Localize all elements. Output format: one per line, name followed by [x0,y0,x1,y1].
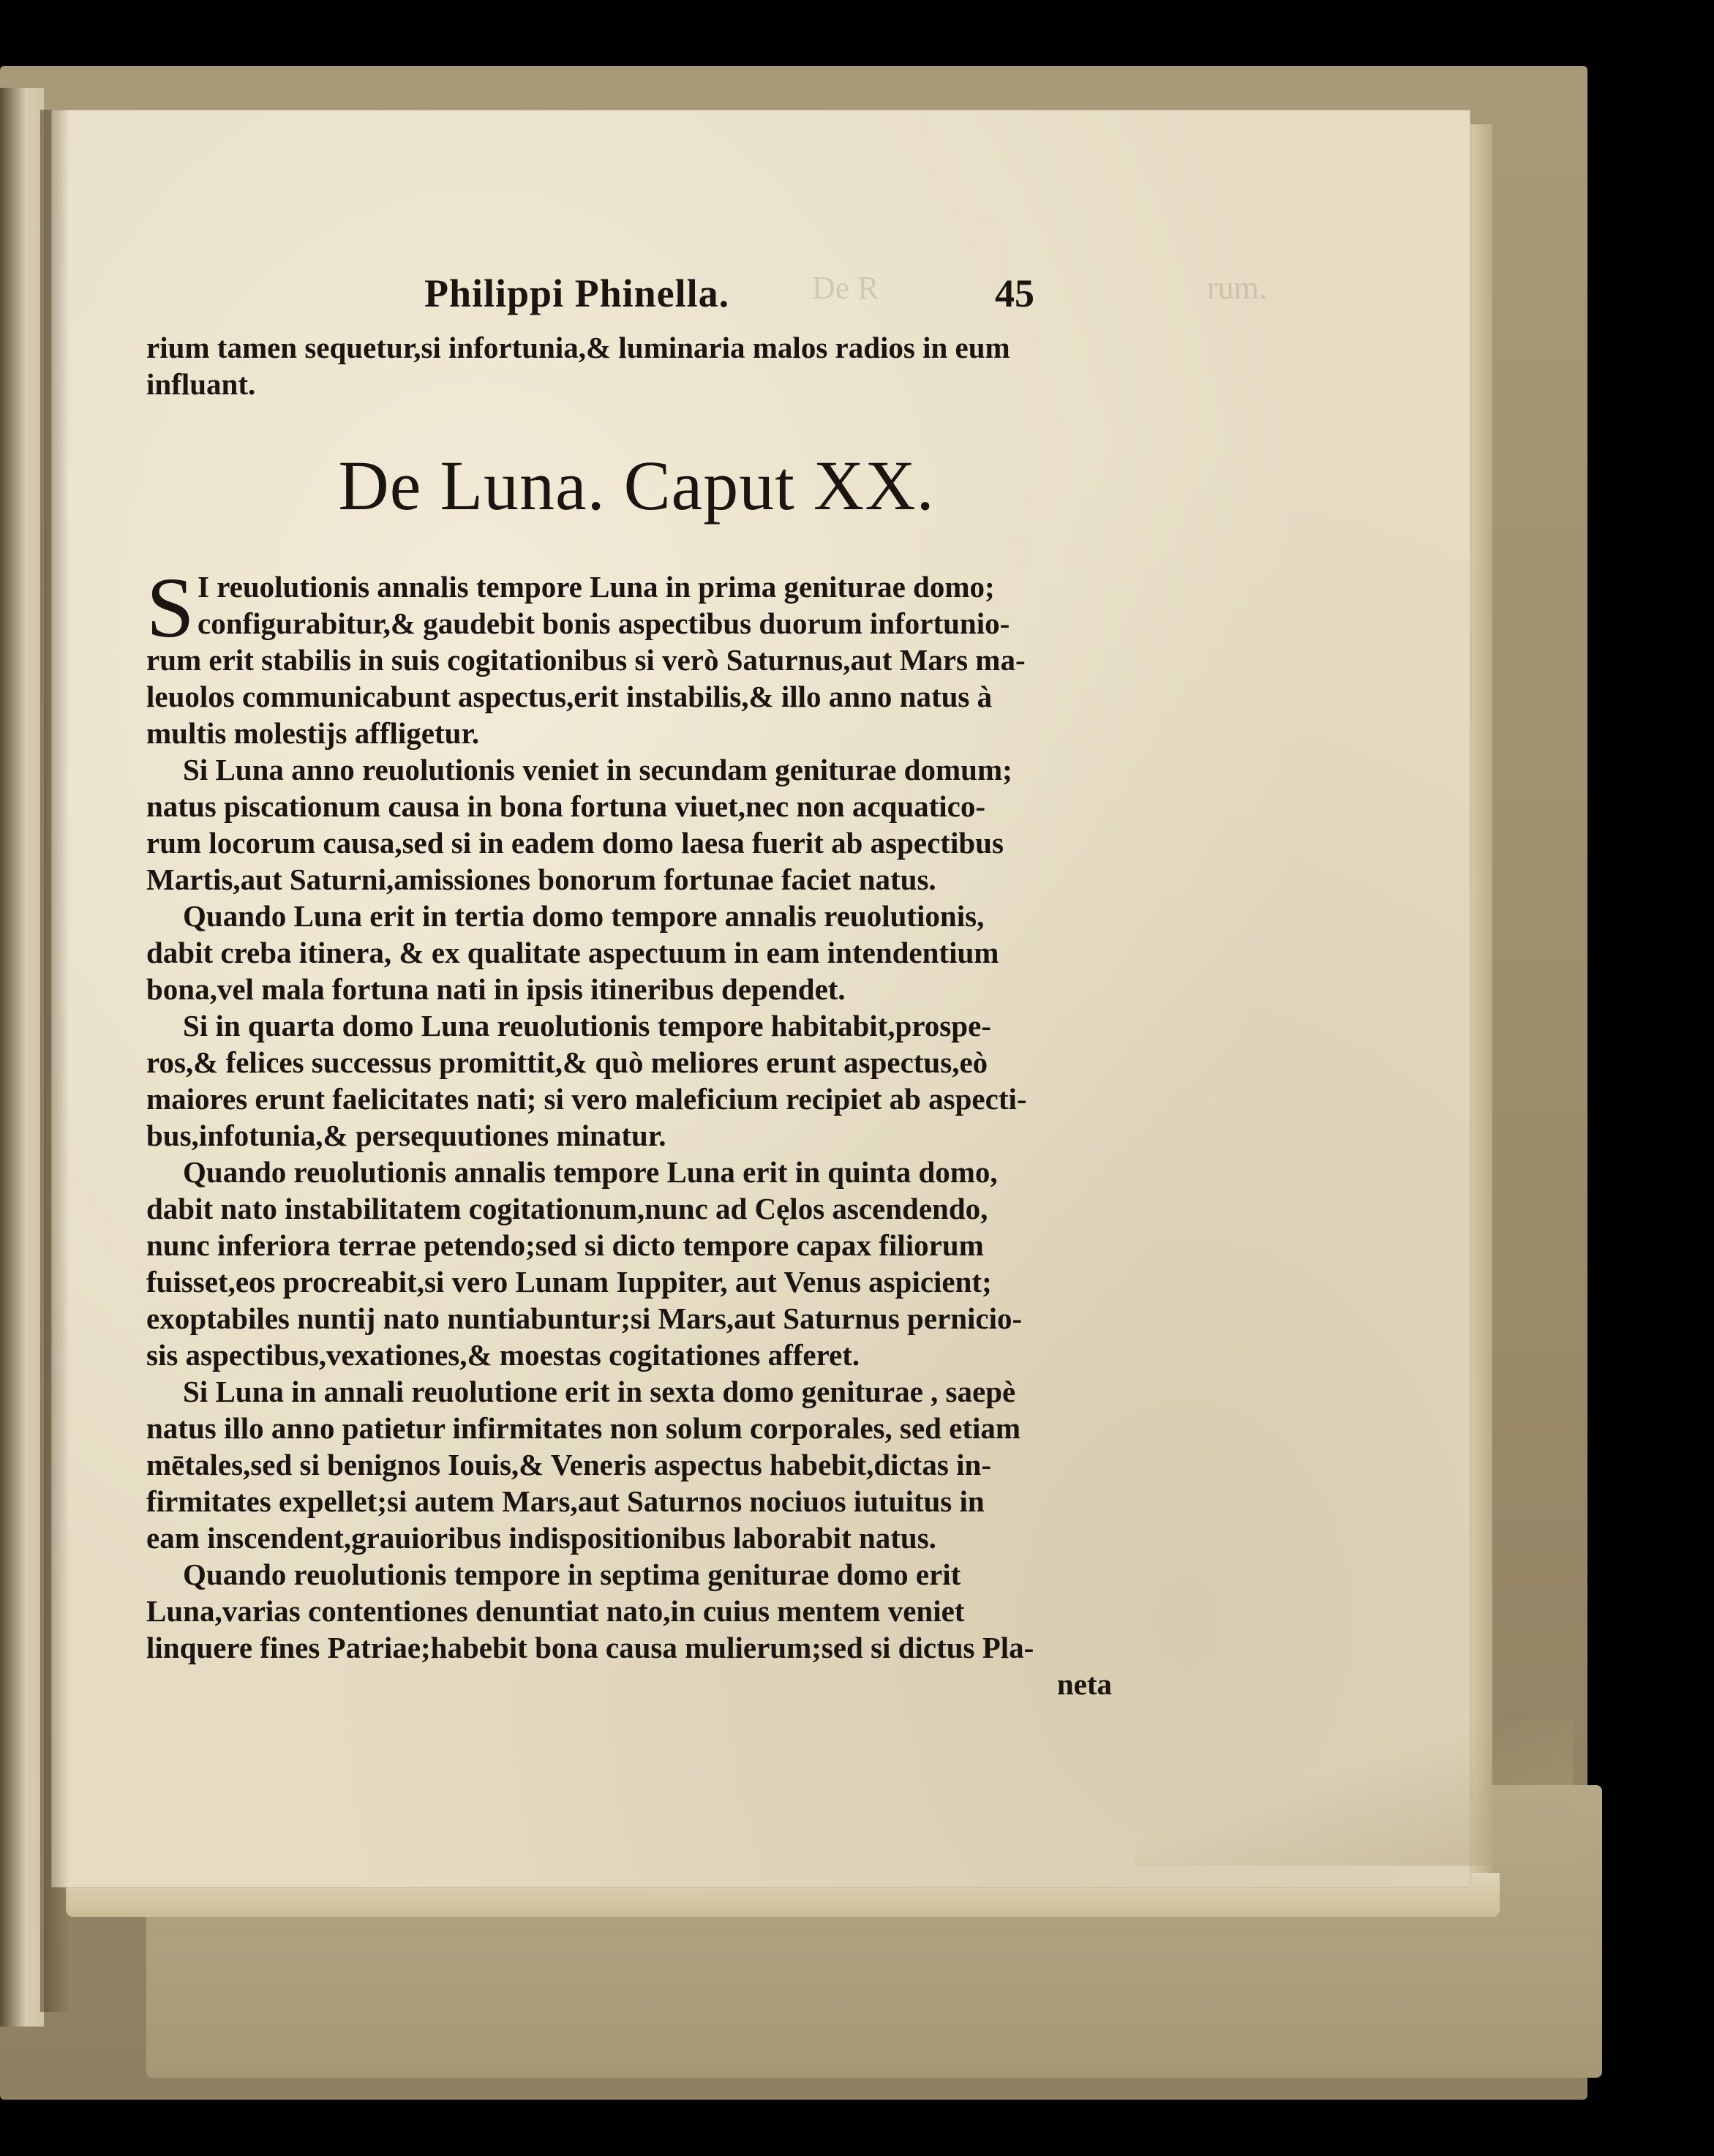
text-line: Quando reuolutionis annalis tempore Luna erit in quinta domo, [183,1155,998,1189]
bleed-through-text: rum. [1207,270,1267,306]
text-line: sis aspectibus,vexationes,& moestas cogitationes afferet. [146,1338,860,1372]
paragraph-2 [146,751,1127,898]
text-line: ros,& felices successus promittit,& quò meliores erunt aspectus,eò [146,1045,988,1079]
drop-capital: S [146,560,195,656]
text-line: firmitates expellet;si autem Mars,aut Saturnos nociuos iutuitus in [146,1484,985,1518]
text-line: Si Luna anno reuolutionis veniet in secundam geniturae domum; [183,753,1012,786]
text-line: eam inscendent,grauioribus indispositionibus laborabit natus. [146,1521,936,1555]
text-line: rum locorum causa,sed si in eadem domo laesa fuerit ab aspectibus [146,826,1004,860]
text-line: natus illo anno patietur infirmitates non solum corporales, sed etiam [146,1411,1021,1445]
text-line: multis molestijs affligetur. [146,716,480,750]
paragraph-1 [146,560,1127,751]
text-line: influant. [146,367,256,401]
text-line: Quando reuolutionis tempore in septima geniturae domo erit [183,1558,961,1591]
page-number: 45 [995,271,1034,315]
text-line: Quando Luna erit in tertia domo tempore annalis reuolutionis, [183,899,985,933]
text-line: configurabitur,& gaudebit bonis aspectibus duorum infortunio- [198,606,1010,640]
page-fold-shadow [1134,1719,1573,1866]
text-line: bona,vel mala fortuna nati in ipsis itineribus dependet. [146,972,846,1006]
text-line: leuolos communicabunt aspectus,erit instabilis,& illo anno natus à [146,680,993,713]
running-title: Philippi Phinella. [424,271,730,315]
paragraph-3 [146,898,1127,1007]
text-line: Si in quarta domo Luna reuolutionis tempore habitabit,prospe- [183,1009,991,1043]
text-line: exoptabiles nuntij nato nuntiabuntur;si Mars,aut Saturnus pernicio- [146,1302,1023,1335]
catchword: neta [1056,1667,1112,1701]
text-line: Luna,varias contentiones denuntiat nato,in cuius mentem veniet [146,1594,965,1628]
text-line: fuisset,eos procreabit,si vero Lunam Iuppiter, aut Venus aspicient; [146,1265,992,1299]
paragraph-6 [146,1373,1127,1556]
text-line: I reuolutionis annalis tempore Luna in prima geniturae domo; [198,570,995,604]
running-header [146,271,1127,329]
paragraph-5 [146,1154,1127,1373]
text-line: Martis,aut Saturni,amissiones bonorum fortunae faciet natus. [146,863,936,896]
text-line: rum erit stabilis in suis cogitationibus si verò Saturnus,aut Mars ma- [146,643,1026,677]
continuation-paragraph [146,329,1127,402]
text-line: Si Luna in annali reuolutione erit in sexta domo geniturae , saepè [183,1375,1016,1408]
text-line: mētales,sed si benignos Iouis,& Veneris aspectus habebit,dictas in- [146,1448,991,1481]
text-line: linquere fines Patriae;habebit bona causa mulierum;sed si dictus Pla- [146,1631,1034,1664]
text-line: dabit creba itinera, & ex qualitate aspectuum in eam intendentium [146,936,999,969]
text-line: maiores erunt faelicitates nati; si vero maleficium recipiet ab aspecti- [146,1082,1027,1116]
text-line: bus,infotunia,& persequutiones minatur. [146,1119,666,1152]
paragraph-7 [146,1556,1127,1666]
paragraph-4 [146,1007,1127,1154]
text-line: natus piscationum causa in bona fortuna viuet,nec non acquatico- [146,789,986,823]
bleed-through-text: De R [812,270,879,306]
left-page-edge [0,88,44,2027]
chapter-heading: De Luna. Caput XX. [338,446,935,525]
text-line: nunc inferiora terrae petendo;sed si dicto tempore capax filiorum [146,1228,984,1262]
spine-shadow [40,110,69,2012]
text-line: dabit nato instabilitatem cogitationum,nunc ad Cęlos ascendendo, [146,1192,988,1225]
text-line: rium tamen sequetur,si infortunia,& luminaria malos radios in eum [146,331,1010,364]
page-text [146,271,1127,1702]
